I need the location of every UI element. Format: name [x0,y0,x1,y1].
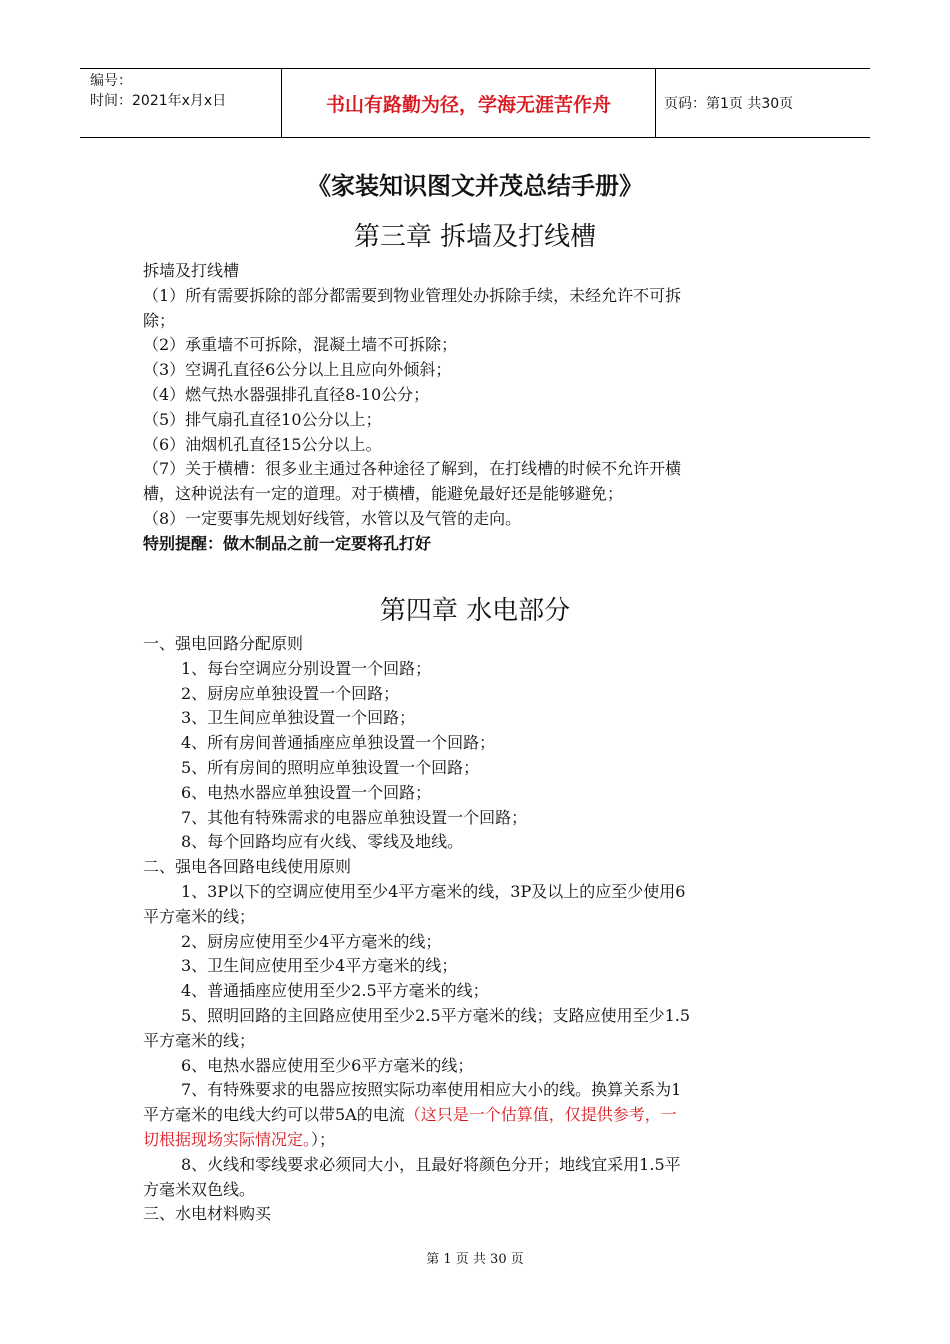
list-item-continuation: 平方毫米的线； [143,906,256,926]
special-reminder: 特别提醒：做木制品之前一定要将孔打好 [143,533,432,553]
header-left [80,69,281,137]
body-line: 拆墙及打线槽 [143,261,240,280]
list-item: 5、照明回路的主回路应使用至少2.5平方毫米的线；支路应使用至少1.5 [181,1005,691,1025]
estimate-note: 这只是一个估算值，仅提供参考，一 [420,1105,677,1125]
list-item: 4、所有房间普通插座应单独设置一个回路； [181,733,496,753]
section-heading: 二、强电各回路电线使用原则 [143,857,352,877]
list-item: 6、电热水器应单独设置一个回路； [181,782,432,802]
list-item: 7、其他有特殊需求的电器应单独设置一个回路； [181,807,528,827]
body-line: （1）所有需要拆除的部分都需要到物业管理处办拆除手续，未经允许不可拆 [143,285,682,305]
chapter-3-title: 第三章 拆墙及打线槽 [353,222,597,252]
list-item: 1、3P以下的空调应使用至少4平方毫米的线，3P及以上的应至少使用6 [181,881,686,901]
date-line: 时间：2021年x月x日 [90,93,227,109]
list-item-continuation: 平方毫米的线； [143,1030,256,1050]
list-item: 1、每台空调应分别设置一个回路； [181,658,432,678]
page-header [80,68,870,138]
chapter-4-title: 第四章 水电部分 [379,596,571,626]
list-item: 8、每个回路均应有火线、零线及地线。 [181,832,464,852]
body-line: （7）关于横槽：很多业主通过各种途径了解到，在打线槽的时候不允许开横 [143,459,682,479]
page-footer: 第 1 页 共 30 页 [426,1252,524,1267]
body-line: （6）油烟机孔直径15公分以上。 [143,434,382,454]
chapter-4-body [143,632,808,1227]
list-item: 5、所有房间的照明应单独设置一个回路； [181,757,480,777]
list-item: 4、普通插座应使用至少2.5平方毫米的线； [181,981,489,1001]
list-item: 3、卫生间应使用至少4平方毫米的线； [181,956,458,976]
body-line: （4）燃气热水器强排孔直径8-10公分； [143,384,430,404]
body-line: （5）排气扇孔直径10公分以上； [143,409,382,429]
line-text: ）； [311,1129,336,1149]
body-line: （3）空调孔直径6公分以上且应向外倾斜； [143,360,452,380]
section-heading: 三、水电材料购买 [143,1204,272,1224]
list-item: 2、厨房应使用至少4平方毫米的线； [181,931,442,951]
line-text: 平方毫米的电线大约可以带5A的电流 [143,1105,405,1125]
list-item-continuation [143,1103,808,1128]
list-item: 3、卫生间应单独设置一个回路； [181,708,416,728]
document-title: 《家装知识图文并茂总结手册》 [307,171,643,200]
list-item-continuation: 方毫米双色线。 [143,1179,256,1199]
note-open-paren: （ [404,1105,421,1125]
list-item: 6、电热水器应使用至少6平方毫米的线； [181,1055,474,1075]
number-label: 编号： [90,73,132,89]
body-line: （8）一定要事先规划好线管，水管以及气管的走向。 [143,508,522,528]
header-motto: 书山有路勤为径，学海无涯苦作舟 [281,69,656,137]
header-page-info: 页码：第1页 共30页 [664,96,794,112]
list-item: 8、火线和零线要求必须同大小，且最好将颜色分开；地线宜采用1.5平 [181,1154,681,1174]
section-heading: 一、强电回路分配原则 [143,634,304,653]
body-line: 除； [143,310,176,330]
list-item: 2、厨房应单独设置一个回路； [181,683,400,703]
chapter-3-body [143,259,808,557]
body-line: 槽，这种说法有一定的道理。对于横槽，能避免最好还是能够避免； [143,484,624,504]
list-item: 7、有特殊要求的电器应按照实际功率使用相应大小的线。换算关系为1 [181,1080,682,1100]
body-line: （2）承重墙不可拆除，混凝土墙不可拆除； [143,335,458,355]
estimate-note-end: 切根据现场实际情况定。 [143,1129,312,1149]
list-item-continuation [143,1128,808,1153]
